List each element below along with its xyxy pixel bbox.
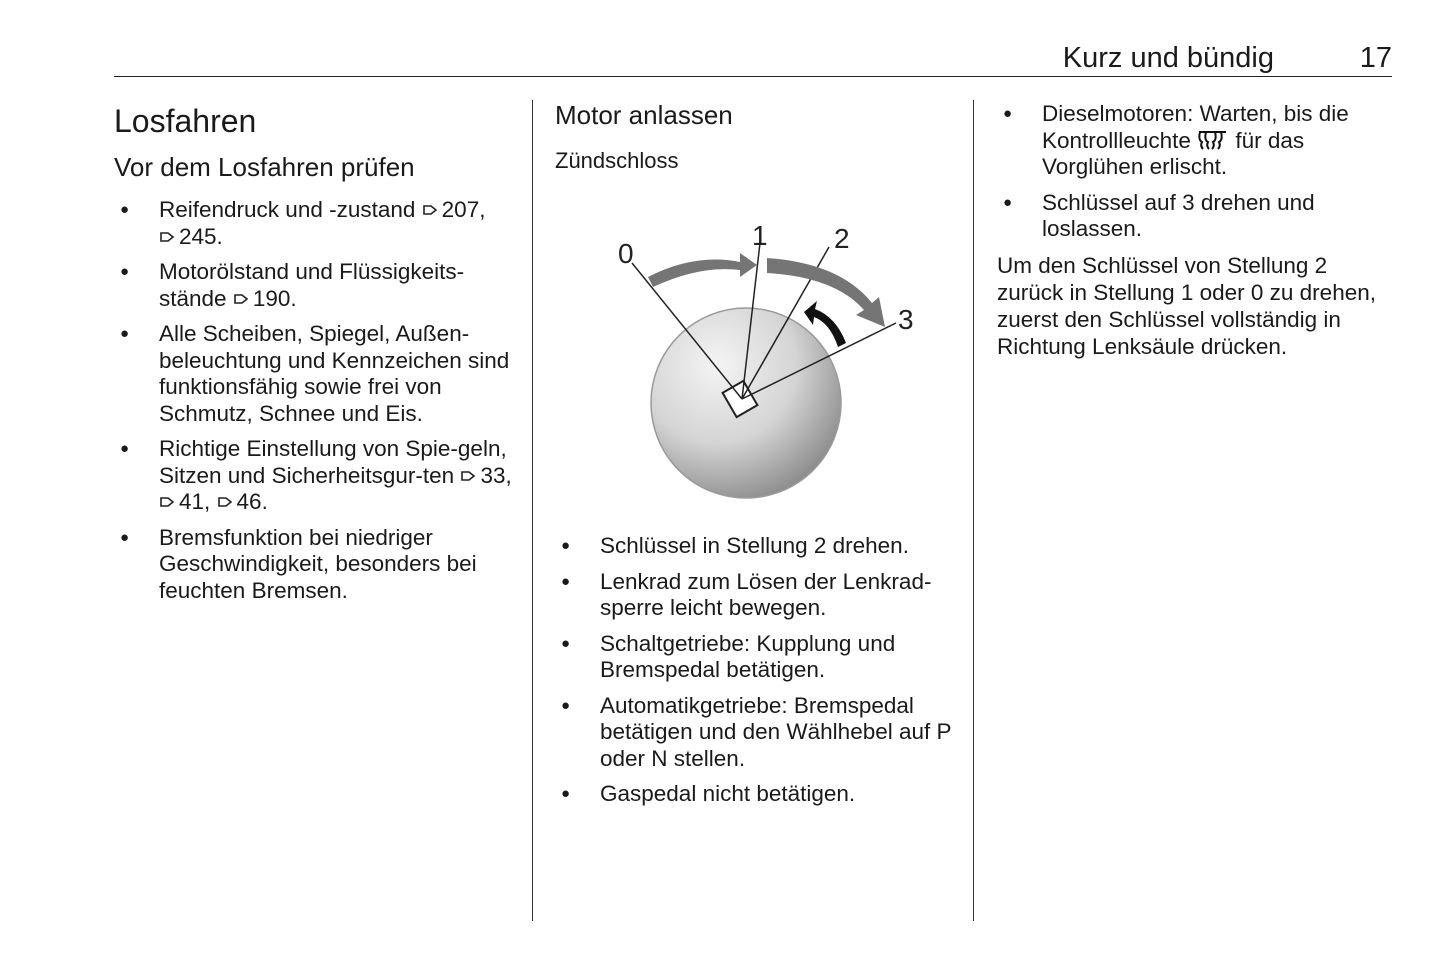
section-heading: Losfahren	[114, 103, 257, 139]
glow-plug-icon	[1197, 129, 1229, 151]
list-item: ● Motorölstand und Flüssigkeits- stände 190.	[114, 259, 514, 312]
page-reference[interactable]: 46.	[236, 489, 268, 514]
page-reference[interactable]: 207,	[441, 197, 486, 222]
list-item: ● Automatikgetriebe: Bremspedal betätigen und den Wählhebel auf P oder N stellen.	[555, 693, 955, 773]
page-reference-icon	[159, 494, 175, 510]
list-item: ● Schlüssel in Stellung 2 drehen.	[555, 533, 955, 560]
arrow-0-to-1-icon	[648, 253, 757, 287]
list-item: ● Bremsfunktion bei niedriger Geschwindigkeit, besonders bei feuchten Bremsen.	[114, 525, 514, 605]
instruction-list	[997, 101, 1397, 243]
column-2-list	[555, 533, 955, 817]
position-label-1: 1	[752, 220, 768, 251]
list-item: ● Dieselmotoren: Warten, bis die Kontrollleuchte für das Vorglühen erlischt.	[997, 101, 1397, 181]
page-number: 17	[1359, 42, 1392, 74]
list-item: ● Schlüssel auf 3 drehen und loslassen.	[997, 190, 1397, 243]
list-item: ● Gaspedal nicht betätigen.	[555, 781, 955, 808]
section-title: Kurz und bündig	[1062, 42, 1274, 74]
page-reference[interactable]: 33,	[480, 462, 512, 488]
checklist	[114, 197, 514, 604]
list-item: ● Richtige Einstellung von Spie-geln, Sitzen und Sicherheitsgur-ten 33, 41, 46.	[114, 436, 514, 516]
subsection-heading: Vor dem Losfahren prüfen	[114, 152, 415, 182]
list-item: ● Schaltgetriebe: Kupplung und Bremspedal betätigen.	[555, 631, 955, 684]
column-3	[997, 101, 1397, 360]
section-heading: Motor anlassen	[555, 100, 733, 130]
column-1	[114, 96, 514, 613]
column-2	[555, 96, 955, 175]
page-reference-icon	[422, 202, 438, 218]
list-item: ● Reifendruck und -zustand 207, 245.	[114, 197, 514, 250]
page-reference[interactable]: 245.	[179, 223, 223, 249]
page-reference[interactable]: 41,	[179, 489, 211, 514]
position-label-2: 2	[834, 223, 850, 254]
column-divider-1	[532, 100, 533, 921]
instruction-list	[555, 533, 955, 808]
list-item: ● Lenkrad zum Lösen der Lenkrad-sperre leicht bewegen.	[555, 569, 955, 622]
page-reference-icon	[233, 291, 249, 307]
page-reference-icon	[217, 494, 233, 510]
page-header	[114, 40, 1392, 77]
list-item: ● Alle Scheiben, Spiegel, Außen-beleuchtung und Kennzeichen sind funktionsfähig sowie frei von Schmutz, Schnee und Eis.	[114, 321, 514, 427]
ignition-lock-figure	[600, 215, 930, 505]
position-label-0: 0	[618, 238, 634, 269]
page-reference[interactable]: 190.	[252, 285, 297, 311]
paragraph: Um den Schlüssel von Stellung 2 zurück in Stellung 1 oder 0 zu drehen, zuerst den Schlüssel vollständig in Richtung Lenksäule drücken.	[997, 252, 1376, 359]
page-reference-icon	[460, 468, 476, 484]
subsection-heading: Zündschloss	[555, 148, 679, 173]
column-divider-2	[973, 100, 974, 921]
page-reference-icon	[159, 229, 175, 245]
position-label-3: 3	[898, 304, 914, 335]
